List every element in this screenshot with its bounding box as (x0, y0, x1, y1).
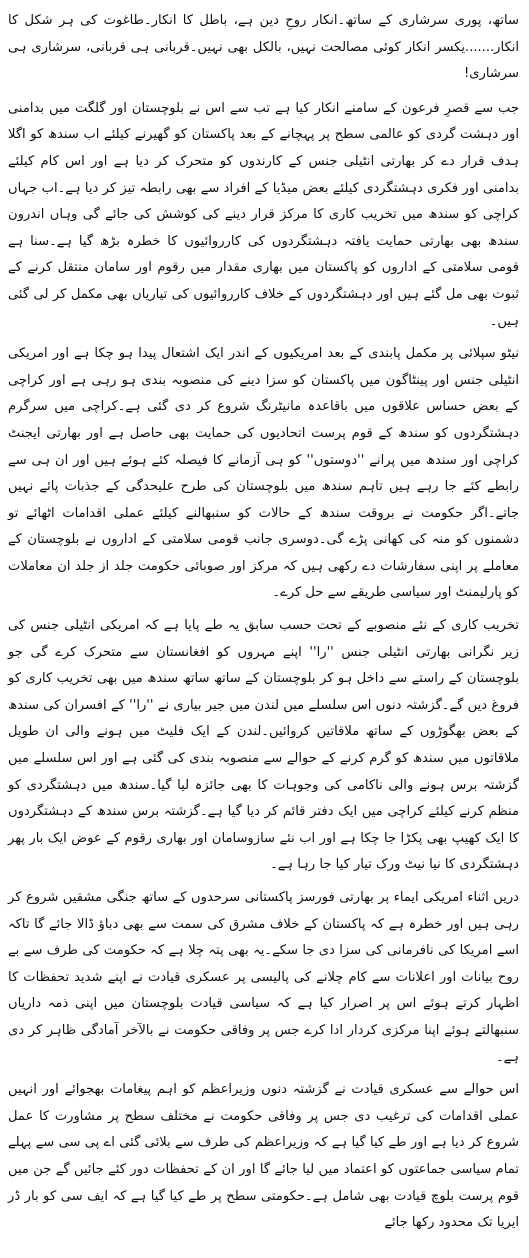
article-paragraph: جب سے قصرِ فرعون کے سامنے انکار کیا ہے تب سے اس نے بلوچستان اور گلگت میں بدامنی اور دہشت گردی کو عالمی سطح پر پہچانے کے بعد پاکستان کو گھیرنے کیلئے اب سندھ کو اگلا ہدف قرار دے کر بھارتی انٹیلی جنس کے کارندوں کو متحرک کر دیا ہے اور اس کام کیلئے بدامنی اور فکری دہشتگردی کیلئے بعض میڈیا کے افراد سے بھی رابطہ تیز کر دیا ہے۔اب جہاں کراچی کو سندھ میں تخریب کاری کا مرکز قرار دینے کی کوشش کی جائے گی وہاں اندرون سندھ بھی بھارتی حمایت یافتہ دہشتگردوں کی کارروائیوں کا خطرہ بڑھ گیا ہے۔سنا ہے قومی سلامتی کے اداروں کو پاکستان میں بھاری مقدار میں رقوم اور سامان منتقل کرنے کے ثبوت بھی مل گئے ہیں اور دہشتگردوں کے خلاف کارروائیوں کی تیاریاں بھی مکمل کر لی گئی ہیں۔ (8, 100, 519, 329)
article-paragraph: تخریب کاری کے نئے منصوبے کے تحت حسب سابق یہ طے پایا ہے کہ امریکی انٹیلی جنس کی زیر نگرانی بھارتی انٹیلی جنس ''را'' اپنے مہروں کو افغانستان سے متحرک کرے گی جو بلوچستان کے راستے سے داخل ہو کر بلوچستان کے ساتھ ساتھ سندھ میں بھی تخریب کاری کو فروغ دیں گے۔گزشتہ دنوں اس سلسلے میں لندن میں جیر بیاری نے ''را'' کے افسران کی سندھ کے بعض بھگوڑوں کے ساتھ ملاقاتیں کروائیں۔لندن کے ایک فلیٹ میں ہونے والی ان طویل ملاقاتوں میں سندھ کو گرم کرنے کے حوالے سے منصوبہ بندی کی گئی ہے اور اس سلسلے میں گزشتہ برس ہونے والی ناکامی کی وجوہات کا بھی جائزہ لیا گیا۔سندھ میں دہشتگردی کو منظم کرنے کیلئے کراچی میں ایک دفتر قائم کر دیا گیا ہے۔گزشتہ برس سندھ کے دہشتگردوں کا ایک کھیپ بھی پکڑا جا چکا ہے اور اب نئے سازوسامان اور بھاری رقوم کے عوض ایک بار پھر دہشتگردی کا نیا نیٹ ورک تیار کیا جا رہا ہے۔ (8, 618, 519, 873)
article-paragraph: ساتھ، پوری سرشاری کے ساتھ۔انکار روحِ دین ہے، باطل کا انکار۔طاغوت کی ہر شکل کا انکار.......یکسر انکار کوئی مصالحت نہیں، بالکل بھی نہیں۔قربانی ہی قربانی، سرشاری ہی سرشاری! (8, 13, 519, 82)
article-paragraph: اس حوالے سے عسکری قیادت نے گزشتہ دنوں وزیراعظم کو اہم پیغامات بھجوائے اور انہیں عملی اقدامات کی ترغیب دی جس پر وفاقی حکومت نے مختلف سطح پر مشاورت کا عمل شروع کر دیا ہے اور طے کیا گیا ہے کہ وزیراعظم کی طرف سے بلائی گئی اے پی سی سے پہلے تمام سیاسی جماعتوں کو اعتماد میں لیا جائے گا اور ان کے تحفظات دور کئے جائیں گے جن میں قوم پرست بلوچ قیادت بھی شامل ہے۔حکومتی سطح پر طے کیا گیا ہے کہ ایف سی کو بار ڈر ایریا تک محدود رکھا جائے (8, 1082, 519, 1231)
article-paragraph: نیٹو سپلائی پر مکمل پابندی کے بعد امریکیوں کے اندر ایک اشتعال پیدا ہو چکا ہے اور امریکی انٹیلی جنس اور پینٹاگون میں پاکستان کو سزا دینے کی منصوبہ بندی ہو رہی ہے اور کراچی کے بعض حساس علاقوں میں باقاعدہ مانیٹرنگ شروع کر دی گئی ہے۔کراچی میں سرگرم دہشتگردوں کو سندھ کے قوم پرست اتحادیوں کی حمایت بھی حاصل ہے اور بھارتی ایجنٹ کراچی اور سندھ میں پرانے ''دوستوں'' کو ہی آزمانے کا فیصلہ کئے ہوئے ہیں اور ان ہی سے رابطے کئے جا رہے ہیں تاہم سندھ میں بلوچستان کی طرح علیحدگی کے جذبات پائے نہیں جاتے۔اگر حکومت نے بروقت سندھ کے حالات کو سنبھالنے کیلئے عملی اقدامات اٹھائے تو دشمنوں کو منہ کی کھانی پڑے گی۔دوسری جانب قومی سلامتی کے اداروں نے بلوچستان کے معاملے پر اپنی سفارشات دے رکھی ہیں کہ مرکز اور صوبائی حکومت جلد از جلد ان معاملات کو پارلیمنٹ اور سیاسی طریقے سے حل کرے۔ (8, 346, 519, 601)
article-paragraph: دریں اثناء امریکی ایماء پر بھارتی فورسز پاکستانی سرحدوں کے ساتھ جنگی مشقیں شروع کر رہی ہیں اور خطرہ ہے کہ پاکستان کے خلاف مشرق کی سمت سے بھی دباؤ ڈالا جائے گا تاکہ اسے امریکا کی نافرمانی کی سزا دی جا سکے۔یہ بھی پتہ چلا ہے کہ حکومت کی طرف سے بے روح بیانات اور اعلانات سے کام چلانے کی پالیسی پر عسکری قیادت نے اپنے شدید تحفظات کا اظہار کرتے ہوئے اس پر اصرار کیا ہے کہ سیاسی قیادت بلوچستان میں اپنی ذمہ داریاں سنبھالتے ہوئے اپنا مرکزی کردار ادا کرے جس پر وفاقی حکومت نے بالآخر آمادگی ظاہر کر دی ہے۔ (8, 890, 519, 1065)
